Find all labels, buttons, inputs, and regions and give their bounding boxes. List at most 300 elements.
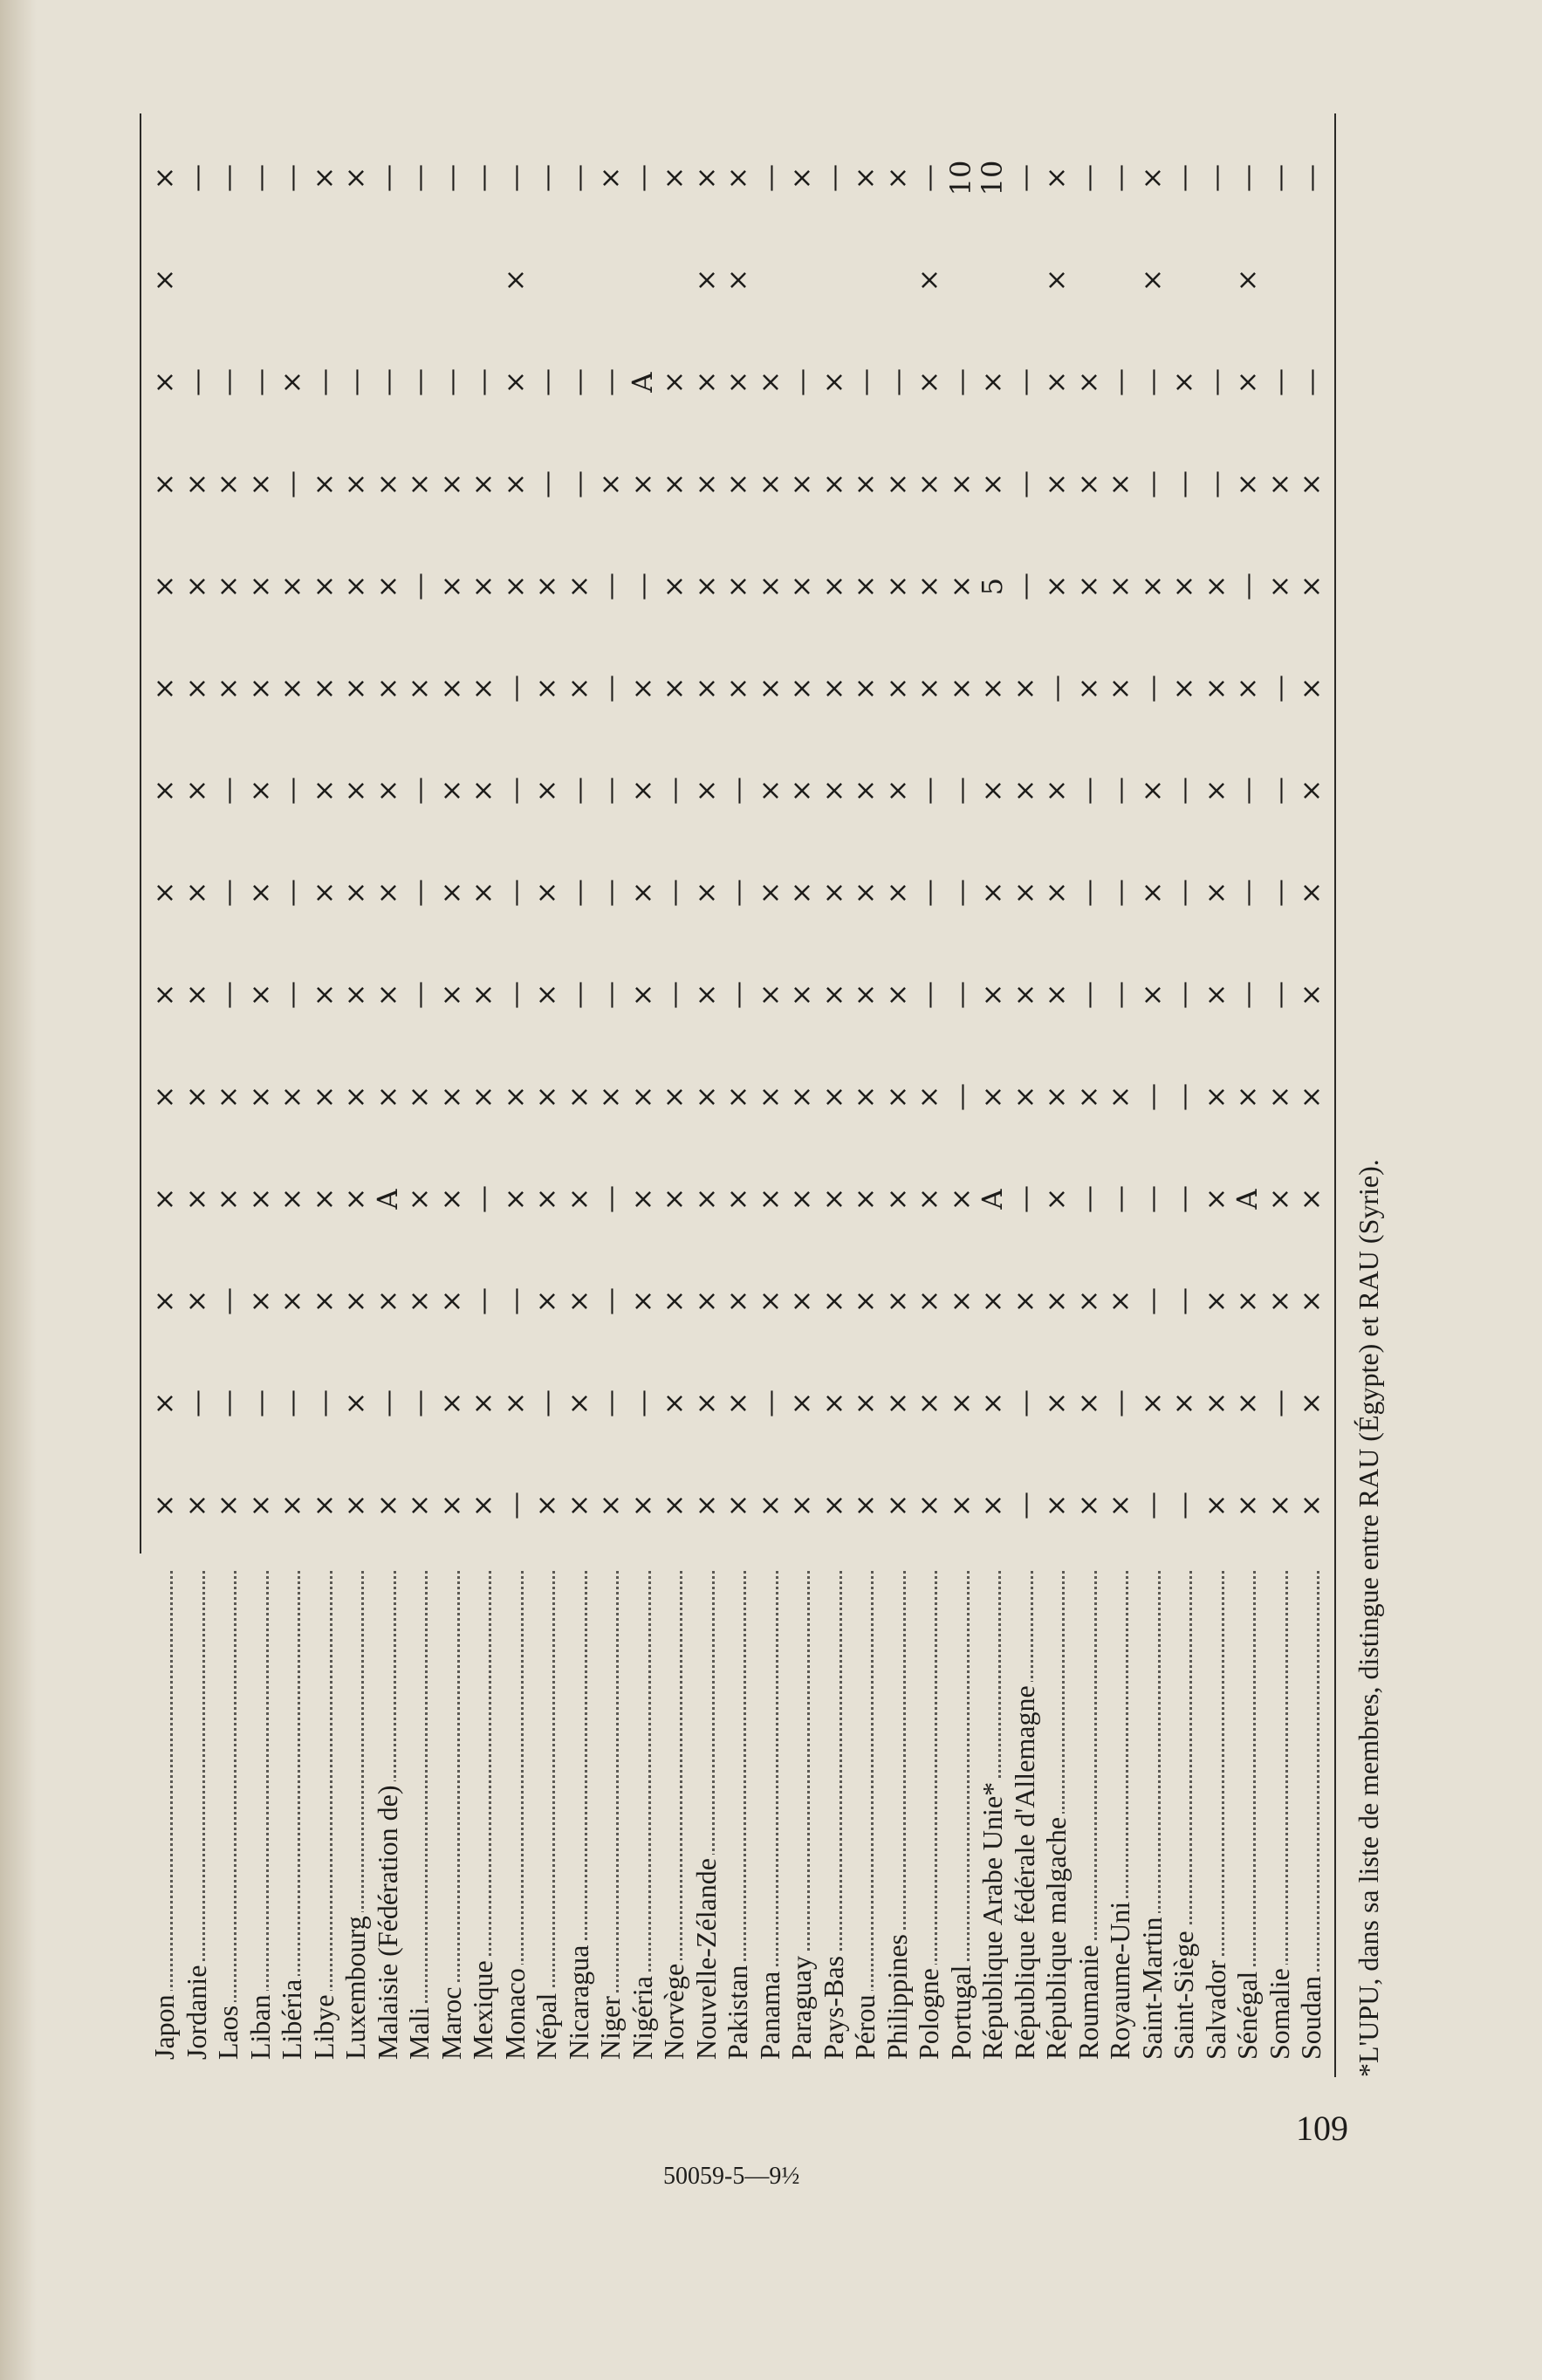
table-cell: —: [1103, 981, 1136, 1009]
table-cell: ×: [785, 472, 818, 497]
table-cell: —: [1262, 1389, 1296, 1417]
leader-dots: [266, 1571, 269, 2060]
column-rule: [140, 1453, 1334, 1455]
table-cell: —: [1039, 675, 1073, 703]
table-cell: ×: [625, 1289, 659, 1313]
country-label: Japon: [148, 1991, 180, 2060]
table-cell: ×: [306, 983, 340, 1007]
table-cell: ×: [339, 1493, 372, 1518]
table-cell: ×: [211, 1493, 244, 1518]
table-cell: ×: [689, 1289, 723, 1313]
country-name: [945, 1571, 977, 2060]
table-cell: ×: [530, 983, 563, 1007]
column-rule: [140, 1555, 1334, 1557]
table-cell: —: [912, 164, 945, 192]
table-cell: ×: [211, 1187, 244, 1211]
country-label: Salvador: [1200, 1957, 1231, 2060]
table-cell: —: [211, 164, 244, 192]
table-cell: ×: [721, 1391, 754, 1416]
table-cell: —: [1007, 368, 1041, 396]
table-cell: ×: [848, 778, 881, 803]
leader-dots: [170, 1571, 173, 2060]
table-cell: ×: [1007, 1085, 1041, 1109]
table-cell: ×: [179, 1085, 213, 1109]
country-label: Libéria: [276, 1976, 307, 2060]
table-cell: ×: [306, 574, 340, 599]
table-cell: ×: [816, 983, 850, 1007]
country-name: [1168, 1571, 1199, 2060]
table-cell: ×: [147, 983, 181, 1007]
table-cell: ×: [1198, 1085, 1232, 1109]
table-cell: ×: [1071, 1391, 1105, 1416]
table-cell: —: [657, 879, 690, 907]
table-cell: —: [1007, 470, 1041, 498]
table-cell: ×: [339, 983, 372, 1007]
table-cell: ×: [721, 574, 754, 599]
table-cell: —: [211, 981, 244, 1009]
table-cell: ×: [1167, 1391, 1200, 1416]
table-cell: —: [1007, 1185, 1041, 1213]
table-cell: ×: [402, 1289, 435, 1313]
table-cell: —: [275, 164, 308, 192]
table-cell: —: [497, 1287, 531, 1315]
table-cell: —: [593, 675, 627, 703]
table-cell: ×: [147, 676, 181, 701]
table-cell: —: [1230, 573, 1264, 600]
table-cell: ×: [1198, 881, 1232, 905]
table-cell: ×: [721, 676, 754, 701]
country-name: [531, 1571, 562, 2060]
table-cell: ×: [816, 574, 850, 599]
country-label: Nigéria: [627, 1972, 658, 2060]
country-label: Panama: [754, 1968, 785, 2060]
table-cell: ×: [848, 1391, 881, 1416]
country-name: [1073, 1571, 1104, 2060]
table-cell: ×: [752, 983, 786, 1007]
country-label: Malaisie (Fédération de): [372, 1781, 403, 2060]
table-cell: ×: [976, 881, 1009, 905]
table-cell: ×: [466, 778, 499, 803]
table-cell: —: [466, 164, 499, 192]
country-label: Philippines: [881, 1931, 913, 2060]
table-cell: ×: [625, 983, 659, 1007]
table-cell: —: [561, 879, 595, 907]
table-cell: ×: [466, 1085, 499, 1109]
table-cell: ×: [1230, 1085, 1264, 1109]
country-label: Nicaragua: [563, 1942, 594, 2060]
table-cell: —: [1262, 777, 1296, 805]
table-cell: ×: [561, 574, 595, 599]
table-cell: ×: [466, 881, 499, 905]
table-cell: —: [1134, 675, 1168, 703]
column-rule: [140, 228, 1334, 230]
table-cell: —: [561, 368, 595, 396]
table-cell: ×: [1294, 472, 1327, 497]
table-cell: ×: [816, 778, 850, 803]
table-cell: —: [1198, 368, 1232, 396]
table-cell: ×: [1294, 574, 1327, 599]
table-cell: ×: [1134, 1391, 1168, 1416]
table-cell: —: [497, 879, 531, 907]
table-cell: ×: [689, 983, 723, 1007]
table-cell: ×: [243, 1493, 277, 1518]
table-cell: ×: [147, 1187, 181, 1211]
table-cell: ×: [625, 472, 659, 497]
table-cell: —: [402, 1389, 435, 1417]
table-cell: ×: [179, 472, 213, 497]
table-cell: —: [752, 1389, 786, 1417]
table-cell: ×: [752, 1493, 786, 1518]
country-name: [754, 1571, 785, 2060]
table-cell: ×: [1039, 1187, 1073, 1211]
table-cell: ×: [434, 1187, 468, 1211]
table-cell: ×: [530, 1187, 563, 1211]
table-cell: —: [243, 164, 277, 192]
country-name: [785, 1571, 817, 2060]
table-cell: 10: [976, 160, 1009, 196]
table-cell: ×: [785, 1289, 818, 1313]
table-cell: ×: [1039, 574, 1073, 599]
table-cell: ×: [976, 472, 1009, 497]
country-name: [849, 1571, 881, 2060]
table-cell: A: [625, 372, 659, 393]
table-cell: ×: [1134, 881, 1168, 905]
table-cell: ×: [1294, 1085, 1327, 1109]
table-cell: ×: [402, 676, 435, 701]
table-cell: ×: [976, 1493, 1009, 1518]
table-cell: ×: [1262, 1289, 1296, 1313]
table-cell: ×: [466, 676, 499, 701]
table-cell: ×: [1294, 983, 1327, 1007]
column-rule: [140, 738, 1334, 740]
country-label: Pakistan: [722, 1962, 753, 2060]
column-rule: [140, 1045, 1334, 1046]
country-label: Roumanie: [1073, 1941, 1104, 2060]
column-rule: [140, 330, 1334, 332]
table-cell: ×: [1039, 166, 1073, 190]
table-cell: ×: [179, 676, 213, 701]
table-cell: —: [1167, 879, 1200, 907]
table-cell: —: [275, 470, 308, 498]
leader-dots: [616, 1571, 619, 2060]
table-cell: ×: [530, 1289, 563, 1313]
table-cell: ×: [785, 166, 818, 190]
table-cell: ×: [752, 574, 786, 599]
table-cell: ×: [211, 574, 244, 599]
table-cell: ×: [434, 1289, 468, 1313]
table-cell: ×: [402, 1085, 435, 1109]
table-cell: ×: [306, 1289, 340, 1313]
table-cell: ×: [752, 778, 786, 803]
table-cell: ×: [306, 676, 340, 701]
table-cell: ×: [275, 676, 308, 701]
country-label: Jordanie: [181, 1962, 212, 2060]
country-name: [308, 1571, 339, 2060]
table-cell: —: [943, 368, 977, 396]
table-cell: —: [1230, 879, 1264, 907]
table-cell: ×: [339, 1187, 372, 1211]
table-cell: ×: [1007, 778, 1041, 803]
table-cell: —: [657, 777, 690, 805]
table-cell: —: [370, 1389, 404, 1417]
country-label: République Arabe Unie*: [977, 1779, 1008, 2060]
column-rule: [140, 1147, 1334, 1149]
table-cell: ×: [976, 983, 1009, 1007]
table-cell: —: [1167, 470, 1200, 498]
table-cell: —: [561, 164, 595, 192]
country-name: [244, 1571, 276, 2060]
table-cell: —: [593, 1389, 627, 1417]
table-cell: ×: [370, 983, 404, 1007]
table-cell: —: [1134, 470, 1168, 498]
country-name: [563, 1571, 594, 2060]
table-cell: —: [593, 573, 627, 600]
country-label: Soudan: [1295, 1972, 1326, 2060]
table-cell: ×: [434, 1493, 468, 1518]
country-label: République fédérale d'Allemagne: [1009, 1682, 1040, 2060]
table-cell: ×: [147, 370, 181, 394]
table-cell: ×: [306, 881, 340, 905]
table-cell: ×: [880, 166, 914, 190]
table-cell: —: [816, 164, 850, 192]
table-cell: ×: [402, 472, 435, 497]
country-name: [276, 1571, 307, 2060]
table-cell: ×: [785, 574, 818, 599]
table-cell: —: [657, 981, 690, 1009]
table-cell: ×: [785, 983, 818, 1007]
country-name: [339, 1571, 371, 2060]
table-cell: ×: [1039, 983, 1073, 1007]
table-cell: 5: [976, 577, 1009, 596]
country-name: [658, 1571, 689, 2060]
table-cell: ×: [147, 1391, 181, 1416]
table-cell: —: [1198, 470, 1232, 498]
table-cell: —: [434, 164, 468, 192]
table-cell: ×: [243, 1085, 277, 1109]
table-cell: A: [976, 1189, 1009, 1210]
table-cell: ×: [1007, 983, 1041, 1007]
table-cell: ×: [625, 1085, 659, 1109]
table-cell: —: [402, 573, 435, 600]
table-cell: ×: [689, 881, 723, 905]
table-cell: ×: [1198, 983, 1232, 1007]
table-cell: —: [402, 777, 435, 805]
country-name: [499, 1571, 531, 2060]
table-cell: —: [1134, 1083, 1168, 1111]
table-cell: ×: [1262, 472, 1296, 497]
table-cell: ×: [721, 166, 754, 190]
table-cell: ×: [593, 1085, 627, 1109]
table-cell: ×: [880, 574, 914, 599]
table-cell: —: [1167, 1492, 1200, 1519]
table-cell: ×: [1198, 1391, 1232, 1416]
table-cell: ×: [1103, 676, 1136, 701]
table-cell: ×: [1039, 370, 1073, 394]
table-cell: ×: [497, 472, 531, 497]
table-cell: ×: [561, 676, 595, 701]
table-cell: —: [1262, 675, 1296, 703]
table-cell: ×: [1039, 268, 1073, 292]
table-cell: ×: [339, 676, 372, 701]
table-cell: —: [306, 368, 340, 396]
table-cell: ×: [1039, 778, 1073, 803]
table-cell: ×: [179, 881, 213, 905]
table-cell: ×: [848, 676, 881, 701]
table-cell: ×: [1230, 676, 1264, 701]
table-cell: ×: [721, 1493, 754, 1518]
table-cell: —: [912, 981, 945, 1009]
table-cell: ×: [147, 472, 181, 497]
country-label: Pologne: [913, 1965, 944, 2060]
table-cell: —: [243, 368, 277, 396]
table-cell: ×: [657, 472, 690, 497]
table-cell: ×: [848, 472, 881, 497]
table-cell: ×: [943, 574, 977, 599]
table-cell: ×: [1071, 676, 1105, 701]
table-cell: ×: [1262, 1085, 1296, 1109]
leader-dots: [871, 1571, 874, 2060]
column-rule: [140, 840, 1334, 842]
table-cell: —: [530, 164, 563, 192]
table-cell: ×: [880, 676, 914, 701]
table-cell: ×: [657, 1391, 690, 1416]
table-footnote: *L'UPU, dans sa liste de membres, distingue entre RAU (Égypte) et RAU (Syrie).: [1353, 1159, 1384, 2077]
table-cell: —: [1007, 573, 1041, 600]
table-cell: ×: [593, 472, 627, 497]
table-cell: —: [1294, 164, 1327, 192]
table-cell: ×: [179, 1289, 213, 1313]
table-bottom-rule: [1334, 113, 1336, 2077]
table-cell: ×: [1103, 1085, 1136, 1109]
table-cell: ×: [880, 1289, 914, 1313]
country-name: [690, 1571, 722, 2060]
table-cell: —: [402, 368, 435, 396]
leader-dots: [425, 1571, 428, 2060]
table-cell: ×: [1039, 1391, 1073, 1416]
table-cell: ×: [816, 1187, 850, 1211]
country-name: [467, 1571, 498, 2060]
country-name: [372, 1571, 403, 2060]
table-cell: ×: [243, 983, 277, 1007]
table-cell: ×: [976, 370, 1009, 394]
country-label: Liban: [244, 1991, 276, 2060]
table-cell: ×: [243, 881, 277, 905]
table-cell: ×: [625, 1493, 659, 1518]
table-cell: —: [721, 879, 754, 907]
table-cell: ×: [880, 1187, 914, 1211]
table-cell: ×: [561, 1391, 595, 1416]
table-cell: ×: [530, 676, 563, 701]
table-cell: ×: [147, 881, 181, 905]
table-cell: ×: [497, 1085, 531, 1109]
table-cell: ×: [530, 574, 563, 599]
table-cell: —: [402, 164, 435, 192]
column-rule: [140, 1249, 1334, 1251]
table-cell: ×: [657, 1493, 690, 1518]
table-cell: ×: [243, 574, 277, 599]
table-cell: ×: [306, 1085, 340, 1109]
table-cell: ×: [434, 676, 468, 701]
table-cell: —: [466, 368, 499, 396]
table-cell: ×: [370, 881, 404, 905]
table-cell: ×: [848, 166, 881, 190]
table-cell: —: [1167, 777, 1200, 805]
membership-table: [122, 105, 1379, 2077]
table-cell: ×: [1039, 472, 1073, 497]
table-cell: ×: [211, 472, 244, 497]
table-cell: A: [370, 1189, 404, 1210]
table-cell: ×: [1230, 268, 1264, 292]
table-cell: —: [1134, 1492, 1168, 1519]
country-label: Nouvelle-Zélande: [690, 1855, 722, 2060]
table-cell: ×: [689, 472, 723, 497]
table-cell: ×: [943, 676, 977, 701]
table-cell: ×: [593, 1493, 627, 1518]
table-cell: —: [497, 777, 531, 805]
table-cell: ×: [147, 574, 181, 599]
table-cell: —: [275, 879, 308, 907]
table-cell: ×: [752, 472, 786, 497]
table-cell: ×: [721, 370, 754, 394]
table-cell: —: [530, 470, 563, 498]
table-cell: ×: [147, 268, 181, 292]
table-cell: —: [1167, 1287, 1200, 1315]
table-cell: ×: [1230, 1391, 1264, 1416]
table-cell: ×: [943, 1391, 977, 1416]
table-cell: ×: [1230, 472, 1264, 497]
table-cell: ×: [1230, 370, 1264, 394]
table-cell: —: [1103, 777, 1136, 805]
country-name: [1009, 1571, 1040, 2060]
table-cell: ×: [689, 1493, 723, 1518]
table-cell: ×: [179, 778, 213, 803]
table-cell: ×: [1071, 472, 1105, 497]
table-cell: —: [1007, 1492, 1041, 1519]
table-cell: ×: [434, 778, 468, 803]
table-cell: ×: [1262, 574, 1296, 599]
table-cell: ×: [1039, 1085, 1073, 1109]
table-cell: ×: [785, 778, 818, 803]
table-cell: ×: [848, 881, 881, 905]
table-cell: ×: [466, 1493, 499, 1518]
country-label: Paraguay: [785, 1952, 817, 2060]
table-cell: —: [497, 675, 531, 703]
country-label: Libye: [308, 1991, 339, 2060]
table-cell: —: [943, 879, 977, 907]
country-name: [435, 1571, 467, 2060]
table-cell: ×: [1007, 676, 1041, 701]
table-cell: —: [912, 879, 945, 907]
table-cell: ×: [816, 1493, 850, 1518]
table-cell: —: [561, 981, 595, 1009]
table-cell: ×: [785, 1085, 818, 1109]
table-cell: ×: [689, 1187, 723, 1211]
table-cell: ×: [306, 166, 340, 190]
table-cell: ×: [1007, 1289, 1041, 1313]
table-cell: ×: [880, 778, 914, 803]
table-cell: ×: [1134, 778, 1168, 803]
country-label: Portugal: [945, 1962, 977, 2060]
table-cell: ×: [147, 1493, 181, 1518]
table-cell: —: [1103, 1389, 1136, 1417]
table-cell: ×: [593, 166, 627, 190]
table-cell: ×: [179, 1493, 213, 1518]
table-cell: ×: [625, 778, 659, 803]
table-cell: ×: [912, 1391, 945, 1416]
country-name: [881, 1571, 913, 2060]
table-cell: ×: [785, 676, 818, 701]
table-cell: ×: [816, 676, 850, 701]
